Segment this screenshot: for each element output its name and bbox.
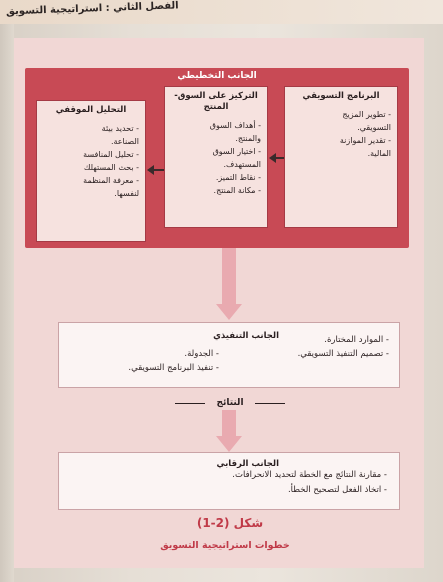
arrow-down-icon	[216, 410, 242, 452]
market-focus-title: التركيز على السوق- المنتج	[174, 91, 258, 112]
situation-analysis-box	[36, 100, 146, 242]
list-item: - مكانة المنتج.	[213, 186, 261, 195]
planning-title: الجانب التخطيطي	[177, 71, 257, 81]
list-item: - تنفيذ البرنامج التسويقي.	[128, 363, 219, 373]
chapter-title: الفصل الثاني : استراتيجية التسويق	[5, 0, 179, 18]
marketing-program-title: البرنامج التسويقي	[302, 91, 380, 101]
list-item: لنفسها.	[114, 189, 139, 198]
list-item: - مقارنة النتائج مع الخطة لتحديد الانحرافات.	[232, 470, 387, 480]
page-margin	[0, 24, 14, 582]
list-item: - الموارد المختارة.	[324, 335, 389, 345]
list-item: - نقاط التميز.	[215, 173, 261, 182]
execution-title: الجانب التنفيذي	[213, 331, 279, 341]
list-item: التسويقي.	[357, 123, 391, 132]
list-item: - تطوير المزيج	[342, 110, 391, 119]
list-item: المالية.	[367, 149, 391, 158]
arrow-down-icon	[216, 248, 242, 320]
arrow-left-icon	[153, 169, 164, 171]
list-item: - اتخاذ الفعل لتصحيح الخطأ.	[287, 485, 387, 495]
situation-analysis-title: التحليل الموقفي	[55, 105, 127, 115]
list-item: - تحديد بيئة	[101, 124, 139, 133]
list-item: - تقدير الموازنة	[339, 136, 391, 145]
list-item: - تصميم التنفيذ التسويقي.	[297, 349, 389, 359]
list-item: الصناعة.	[110, 137, 139, 146]
arrow-left-icon	[275, 157, 284, 159]
market-focus-box	[164, 86, 268, 228]
list-item: - معرفة المنظمة	[83, 176, 139, 185]
list-item: - تحليل المنافسة	[83, 150, 139, 159]
list-item: المستهدف.	[223, 160, 261, 169]
list-item: - بحث المستهلك	[83, 163, 139, 172]
execution-box	[58, 322, 400, 388]
figure-number: شكل (2-1)	[196, 516, 264, 530]
list-item: والمنتج.	[235, 134, 261, 143]
list-item: - أهداف السوق	[209, 121, 261, 130]
results-label: النتائج	[216, 398, 244, 408]
list-item: - الجدولة.	[184, 349, 219, 359]
control-title: الجانب الرقابي	[216, 459, 279, 469]
marketing-program-box	[284, 86, 398, 228]
control-box	[58, 452, 400, 510]
divider	[255, 403, 285, 404]
chapter-header	[0, 0, 443, 24]
list-item: - اختيار السوق	[212, 147, 261, 156]
figure-caption: خطوات استراتيجية التسويق	[160, 540, 290, 551]
